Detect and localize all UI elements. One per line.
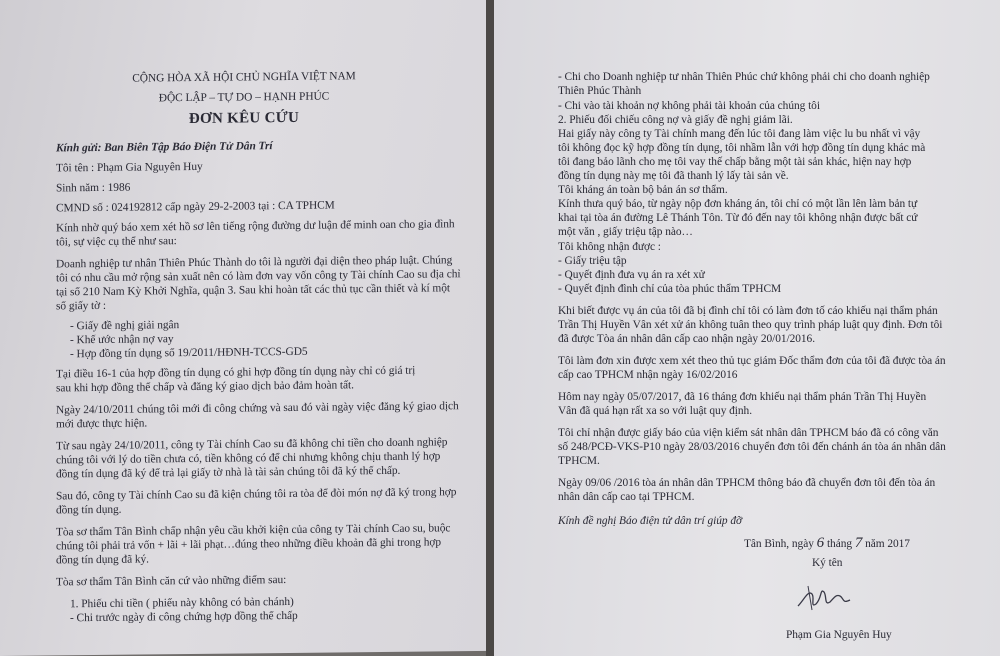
paragraph-line: tôi có nhu cầu mở rộng sản xuất nên có làm đơn vay vốn công ty Tài chính Cao su địa chỉ [56, 268, 461, 285]
left-page [0, 0, 488, 656]
signer-name: Phạm Gia Nguyên Huy [786, 629, 892, 641]
date-day: 6 [816, 535, 825, 551]
date-month-label: tháng [826, 538, 852, 550]
paragraph-line: nhân dân cấp cao tại TPHCM. [558, 491, 695, 503]
right-page [494, 0, 1000, 656]
list-item: - Giấy triệu tập [558, 255, 627, 267]
list-item: 2. Phiếu đối chiếu công nợ và giấy đề nghị giảm lãi. [558, 114, 793, 126]
list-item: - Quyết định đình chỉ của tòa phúc thẩm TPHCM [558, 283, 782, 295]
name-line: Tôi tên : Phạm Gia Nguyên Huy [56, 160, 203, 175]
paragraph-line: Sau đó, công ty Tài chính Cao su đã kiện chúng tôi ra tòa để đòi món nợ đã ký trong hợp [56, 486, 457, 503]
paragraph-line: chúng tôi phải trả vốn + lãi + lãi phạt…đúng theo những điều khoản đã ghi trong hợp [56, 536, 442, 553]
date-place: Tân Bình, ngày [744, 538, 814, 550]
paragraph-line: đồng tín dụng đã ký để trả lại giấy tờ nhà là tài sản chúng tôi đã ký thế chấp. [56, 464, 401, 481]
list-item: - Giấy đề nghị giải ngân [70, 319, 180, 333]
paragraph-line: sau khi hợp đồng thế chấp và đăng ký giao dịch bảo đảm hoàn tất. [56, 379, 354, 395]
id-line: CMND số : 024192812 cấp ngày 29-2-2003 tại : CA TPHCM [56, 199, 335, 215]
paragraph-line: Hôm nay ngày 05/07/2017, đã 16 tháng đơn khiếu nại thẩm phán Trần Thị Huyền [558, 391, 927, 403]
date-line [744, 536, 910, 551]
paragraph-line: một văn , giấy triệu tập nào… [558, 226, 693, 238]
paragraph-line: số giấy tờ : [56, 299, 107, 313]
paragraph-line: Vân đã quá hạn rất xa so với luật quy định. [558, 405, 752, 417]
paragraph-line: tại số 210 Nam Kỳ Khởi Nghĩa, quận 3. Sau khi hoàn tất các thủ tục cần thiết và kí một [56, 282, 450, 299]
paragraph-line: mới được thực hiện. [56, 417, 148, 431]
request-line: Kính đề nghị Báo điện tử dân trí giúp đỡ [558, 515, 742, 527]
paragraph-line: tôi đang bảo lãnh cho mẹ tôi vay thế chấp bằng một tài sản khác, hiện nay hợp [558, 156, 912, 168]
list-item: - Hợp đồng tín dụng số 19/2011/HĐNH-TCCS-GD5 [70, 345, 308, 361]
list-item: - Khế ước nhận nợ vay [70, 333, 174, 347]
paragraph-line: đồng tín dụng này mẹ tôi đã thanh lý lấy tài sản về. [558, 170, 789, 182]
paragraph-line: Tòa sơ thẩm Tân Bình chấp nhận yêu cầu khởi kiện của công ty Tài chính Cao su, buộc [56, 522, 451, 539]
paragraph-line: Từ sau ngày 24/10/2011, công ty Tài chính Cao su đã không chi tiền cho doanh nghiệp [56, 436, 448, 453]
intro-line: tôi, sự việc cụ thể như sau: [56, 235, 177, 249]
paragraph-line: Tại điều 16-1 của hợp đồng tín dụng có ghi hợp đồng tín dụng này chỉ có giá trị [56, 364, 416, 381]
paragraph-line: đồng tín dụng đã ký. [56, 553, 149, 567]
paragraph-line: Tôi kháng án toàn bộ bản án sơ thẩm. [558, 184, 728, 196]
paragraph-line: Ngày 24/10/2011 chúng tôi mới đi công chứng và sau đó vài ngày việc đăng ký giao dịch [56, 400, 459, 417]
paragraph-line: Doanh nghiệp tư nhân Thiên Phúc Thành do tôi là người đại diện theo pháp luật. Chúng [56, 254, 453, 271]
date-year: năm 2017 [865, 538, 910, 550]
paragraph-line: TPHCM. [558, 455, 600, 467]
paragraph-line: Tôi chỉ nhận được giấy báo của viện kiểm sát nhân dân TPHCM báo đã có công văn [558, 427, 939, 439]
paragraph-line: Khi biết được vụ án của tôi đã bị đình chỉ tôi có làm đơn tố cáo khiếu nại thẩm phán [558, 305, 938, 317]
sign-label: Ký tên [812, 557, 843, 569]
paragraph-line: Kính thưa quý báo, từ ngày nộp đơn kháng án, tôi chỉ có một lần lên làm bản tự [558, 198, 918, 210]
paragraph-line: đồng tín dụng. [56, 503, 122, 517]
list-item: - Chi vào tài khoản nợ không phải tài khoản của chúng tôi [558, 100, 820, 112]
paragraph-line: số 248/PCĐ-VKS-P10 ngày 28/03/2016 chuyển đơn tôi đến chánh án tòa án nhân dân [558, 441, 946, 453]
paragraph-line: Tôi làm đơn xin được xem xét theo thủ tục giám Đốc thẩm đơn của tôi đã được tòa án [558, 355, 946, 367]
list-item: - Quyết định đưa vụ án ra xét xử [558, 269, 705, 281]
paragraph-line: Trần Thị Huyền Vân xét xử án không tuân theo quy trình pháp luật quy định. Đơn tôi [558, 319, 943, 331]
list-item: - Chi trước ngày đi công chứng hợp đồng thế chấp [70, 609, 298, 625]
nation-heading: CỘNG HÒA XÃ HỘI CHỦ NGHĨA VIỆT NAM [132, 70, 356, 85]
paragraph-line: Tôi không nhận được : [558, 241, 661, 253]
paragraph-line: tôi không đọc kỹ hợp đồng tín dụng, tôi nhầm lẫn với hợp đồng tín dụng khác mà [558, 142, 926, 154]
list-item: - Chi cho Doanh nghiệp tư nhân Thiên Phúc chứ không phải chi cho doanh nghiệp [558, 71, 930, 83]
signature-icon [794, 580, 854, 614]
paragraph-line: cấp cao TPHCM nhận ngày 16/02/2016 [558, 369, 738, 381]
list-item: 1. Phiếu chi tiền ( phiếu này không có bản chánh) [70, 595, 294, 611]
motto-heading: ĐỘC LẬP – TỰ DO – HẠNH PHÚC [158, 90, 330, 105]
paragraph-line: Hai giấy này công ty Tài chính mang đến lúc tôi đang làm việc lu bu nhất vì vậy [558, 128, 921, 140]
recipient-line: Kính gửi: Ban Biên Tập Báo Điện Tử Dân Trí [56, 140, 273, 155]
intro-line: Kính nhờ quý báo xem xét hồ sơ lên tiếng rộng đường dư luận để minh oan cho gia đình [56, 218, 455, 235]
date-month: 7 [854, 535, 863, 551]
birth-line: Sinh năm : 1986 [56, 181, 131, 195]
document-title: ĐƠN KÊU CỨU [188, 109, 300, 128]
list-item: Thiên Phúc Thành [558, 85, 642, 97]
paragraph-line: Tòa sơ thẩm Tân Bình căn cứ vào những điểm sau: [56, 574, 287, 589]
paragraph-line: Ngày 09/06 /2016 tòa án nhân dân TPHCM thông báo đã chuyển đơn tôi đến tòa án [558, 477, 936, 489]
paragraph-line: chúng tôi với lý do tiền chưa có, tiền không có để chi nhưng không chịu thanh lý hợp [56, 450, 441, 467]
paragraph-line: đã được Tòa án nhân dân cấp cao nhận ngày 20/01/2016. [558, 333, 816, 345]
paragraph-line: khai tại tòa án đường Lê Thánh Tôn. Từ đó đến nay tôi không nhận được bất cứ [558, 212, 918, 224]
